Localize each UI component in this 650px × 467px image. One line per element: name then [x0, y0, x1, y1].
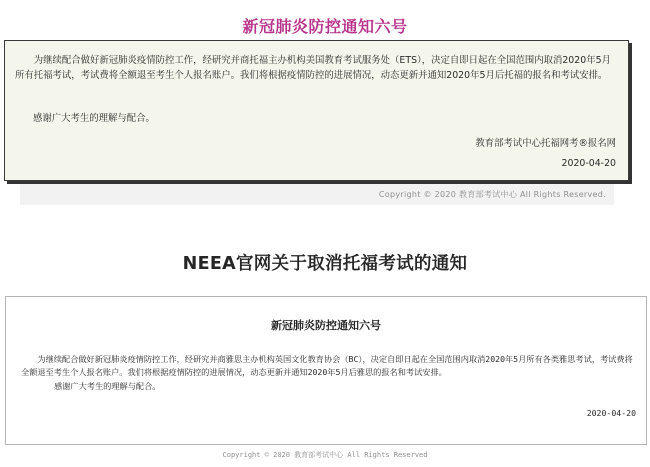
ielts-notice-date: 2020-04-20 [586, 408, 636, 418]
ielts-notice-box [5, 296, 647, 445]
toefl-notice-date: 2020-04-20 [561, 158, 616, 169]
toefl-notice-paragraph: 为继续配合做好新冠肺炎疫情防控工作，经研究并商托福主办机构美国教育考试服务处（ETS），决定自即日起在全国范围内取消2020年5月所有托福考试，考试费将全额退至考生个人报名账户。我们将根据疫情防控的进展情况，动态更新并通知2020年5月后托福的报名和考试安排。 [15, 55, 611, 81]
toefl-notice-thanks: 感谢广大考生的理解与配合。 [33, 113, 155, 124]
toefl-notice-signature: 教育部考试中心托福网考®报名网 [475, 138, 616, 149]
toefl-notice-screenshot [0, 0, 650, 205]
ielts-notice-thanks: 感谢广大考生的理解与配合。 [54, 381, 161, 391]
toefl-copyright: Copyright © 2020 教育部考试中心 All Rights Reserved. [378, 190, 606, 199]
ielts-notice-paragraph: 为继续配合做好新冠肺炎疫情防控工作，经研究并商雅思主办机构英国文化教育协会（BC），决定自即日起在全国范围内取消2020年5月所有各类雅思考试，考试费将全额退至考生个人报名账户。我们将根据疫情防控的进展情况，动态更新并通知2020年5月后雅思的报名和考试安排。 [21, 354, 633, 377]
toefl-notice-box [4, 40, 629, 181]
toefl-footer [20, 184, 614, 205]
ielts-notice-title: 新冠肺炎防控通知六号 [271, 319, 381, 332]
ielts-copyright: Copyright © 2020 教育部考试中心 All Rights Reserved [222, 451, 428, 459]
article-headline: NEEA官网关于取消托福考试的通知 [182, 254, 468, 274]
toefl-notice-title: 新冠肺炎防控通知六号 [242, 17, 408, 36]
